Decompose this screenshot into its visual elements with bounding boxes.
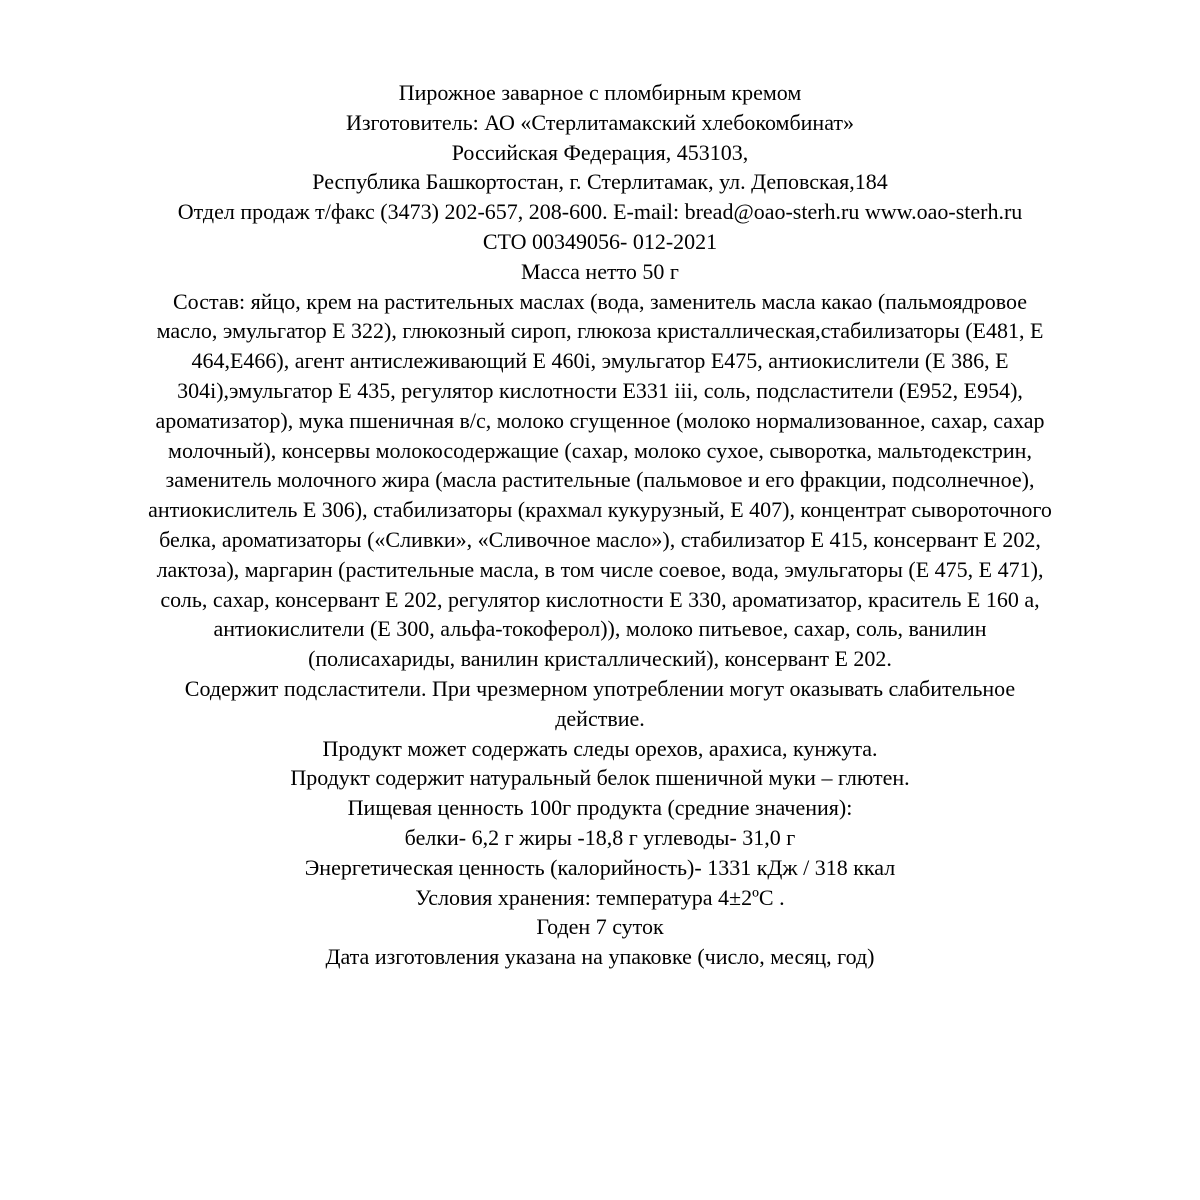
composition-line: белка, ароматизаторы («Сливки», «Сливочное масло»), стабилизатор Е 415, консервант Е 202, [159, 526, 1041, 552]
sweetener-warning: Содержит подсластители. При чрезмерном употреблении могут оказывать слабительное [184, 675, 1016, 701]
country-zip: Российская Федерация, 453103, [451, 139, 749, 165]
gluten-warning: Продукт содержит натуральный белок пшеничной муки – глютен. [290, 765, 910, 791]
nutrition-values: белки- 6,2 г жиры -18,8 г углеводы- 31,0 г [404, 824, 796, 850]
nuts-warning: Продукт может содержать следы орехов, арахиса, кунжута. [322, 735, 878, 761]
composition-line: антиокислитель Е 306), стабилизаторы (крахмал кукурузный, Е 407), концентрат сывороточного [148, 497, 1052, 523]
standard-code: СТО 00349056- 012-2021 [482, 228, 718, 254]
production-date: Дата изготовления указана на упаковке (число, месяц, год) [325, 944, 875, 970]
composition-line: 304i),эмульгатор Е 435, регулятор кислотности Е331 iii, соль, подсластители (Е952, Е954), [177, 377, 1023, 403]
storage-conditions: Условия хранения: температура 4±2ºС . [415, 884, 785, 910]
composition-line: лактоза), маргарин (растительные масла, в том числе соевое, вода, эмульгаторы (Е 475, Е 471), [156, 556, 1044, 582]
composition-line: ароматизатор), мука пшеничная в/с, молоко сгущенное (молоко нормализованное, сахар, сахар [155, 407, 1045, 433]
nutrition-title: Пищевая ценность 100г продукта (средние значения): [347, 795, 853, 821]
energy-value: Энергетическая ценность (калорийность)- 1331 кДж / 318 ккал [304, 854, 896, 880]
composition-line: Состав: яйцо, крем на растительных маслах (вода, заменитель масла какао (пальмоядровое [172, 288, 1028, 314]
sales-contacts: Отдел продаж т/факс (3473) 202-657, 208-600. E-mail: bread@oao-sterh.ru www.oao-sterh.ru [177, 199, 1023, 225]
composition-line: заменитель молочного жира (масла растительные (пальмовое и его фракции, подсолнечное), [165, 467, 1035, 493]
composition-line: соль, сахар, консервант Е 202, регулятор кислотности Е 330, ароматизатор, краситель Е 160 а, [160, 586, 1040, 612]
composition-line: антиокислители (Е 300, альфа-токоферол)), молоко питьевое, сахар, соль, ванилин [213, 616, 987, 642]
composition-line: (полисахариды, ванилин кристаллический), консервант Е 202. [308, 646, 892, 672]
net-weight: Масса нетто 50 г [521, 258, 679, 284]
address: Республика Башкортостан, г. Стерлитамак, ул. Деповская,184 [312, 169, 888, 195]
composition-block [80, 287, 1120, 674]
shelf-life: Годен 7 суток [536, 914, 664, 940]
product-label [80, 78, 1120, 972]
manufacturer: Изготовитель: АО «Стерлитамакский хлебокомбинат» [345, 109, 855, 135]
composition-line: молочный), консервы молокосодержащие (сахар, молоко сухое, сыворотка, мальтодекстрин, [168, 437, 1032, 463]
product-name: Пирожное заварное с пломбирным кремом [398, 80, 802, 105]
sweetener-warning-continued: действие. [555, 705, 645, 731]
composition-line: 464,Е466), агент антислеживающий Е 460i, эмульгатор Е475, антиокислители (Е 386, Е [191, 348, 1009, 374]
composition-line: масло, эмульгатор Е 322), глюкозный сироп, глюкоза кристаллическая,стабилизаторы (Е481, Е [156, 318, 1044, 344]
